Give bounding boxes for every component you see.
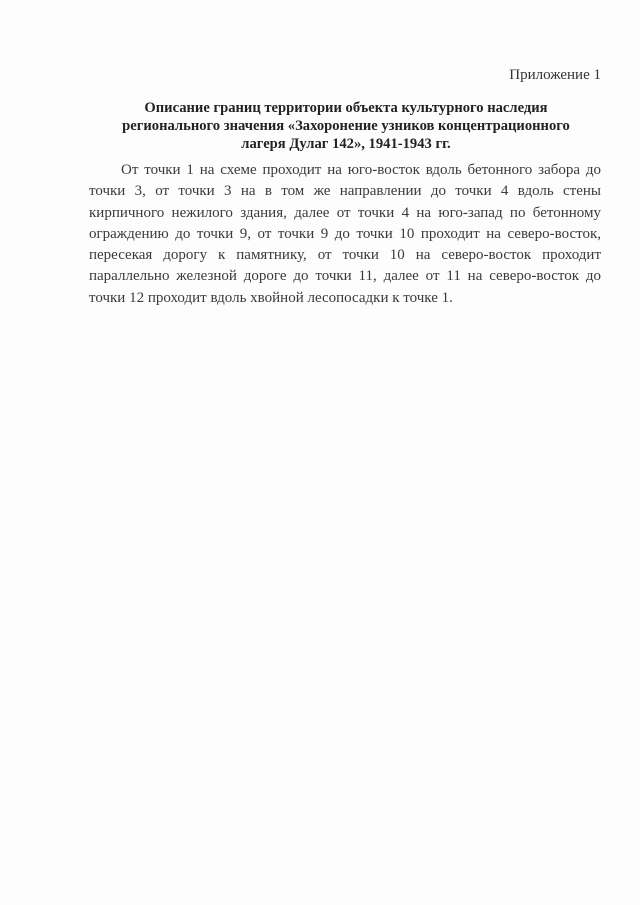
document-title	[96, 99, 596, 153]
appendix-label: Приложение 1	[509, 67, 601, 83]
paragraph-line: точки 3, от точки 3 на в том же направлении до точки 4 вдоль стены	[89, 183, 601, 200]
title-line: Описание границ территории объекта культурного наследия	[144, 100, 548, 116]
title-line: регионального значения «Захоронение узников концентрационного	[122, 118, 570, 134]
paragraph-line: ограждению до точки 9, от точки 9 до точки 10 проходит на северо-восток,	[89, 225, 601, 242]
body-paragraph	[89, 160, 601, 309]
paragraph-line: пересекая дорогу к памятнику, от точки 10 на северо-восток проходит	[89, 247, 601, 264]
paragraph-line: точки 12 проходит вдоль хвойной лесопосадки к точке 1.	[89, 289, 453, 306]
paragraph-line: кирпичного нежилого здания, далее от точки 4 на юго-запад по бетонному	[89, 204, 601, 221]
title-line: лагеря Дулаг 142», 1941-1943 гг.	[241, 136, 451, 152]
paragraph-line: От точки 1 на схеме проходит на юго-восток вдоль бетонного забора до	[121, 162, 601, 178]
paragraph-line: параллельно железной дороге до точки 11, далее от 11 на северо-восток до	[89, 268, 601, 285]
